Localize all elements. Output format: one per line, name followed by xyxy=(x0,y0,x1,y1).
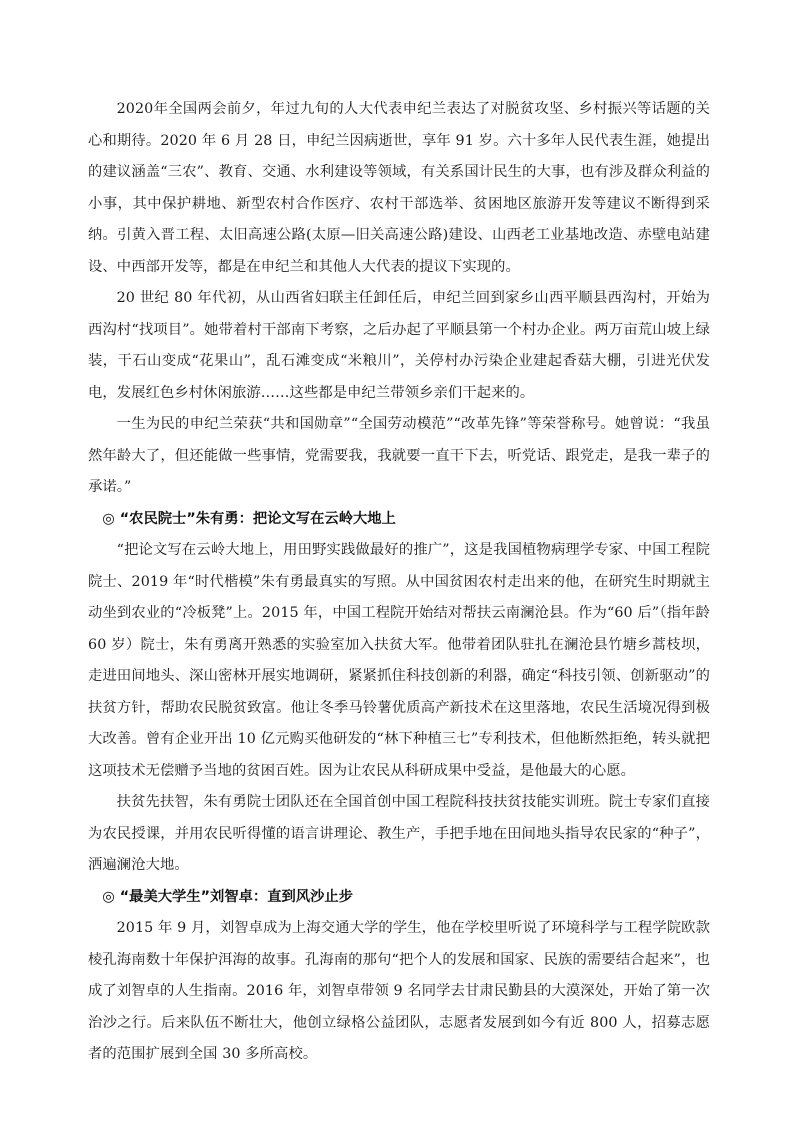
paragraph-liu-zhizhuo-desert: 2015 年 9 月，刘智卓成为上海交通大学的学生，他在学校里听说了环境科学与工程学院欧款棱孔海南数十年保护洱海的故事。孔海南的那句“把个人的发展和国家、民族的需要结合起来”，也成了刘智卓的人生指南。2016 年，刘智卓带领 9 名同学去甘肃民勤县的大漠深处，开始了第一次治沙之行。后来队伍不断壮大，他创立绿格公益团队，志愿者发展到如今有近 800 人，招募志愿者的范围扩展到全国 30 多所高校。 xyxy=(88,920,710,1062)
paragraph-zhu-youyong-training: 扶贫先扶智，朱有勇院士团队还在全国首创中国工程院科技扶贫技能实训班。院士专家们直接为农民授课，并用农民听得懂的语言讲理论、教生产，手把手地在田间地头指导农民家的“种子”，洒遍澜沧大地。 xyxy=(88,794,710,873)
paragraph-zhu-youyong-research: “把论文写在云岭大地上，用田野实践做最好的推广”，这是我国植物病理学专家、中国工程院院士、2019 年“时代楷模”朱有勇最真实的写照。从中国贫困农村走出来的他，在研究生时期就主动坐到农业的“冷板凳”上。2015 年，中国工程院开始结对帮扶云南澜沧县。作为“60 后”（指年龄 60 岁）院士，朱有勇离开熟悉的实验室加入扶贫大军。他带着团队驻扎在澜沧县竹塘乡蒿枝坝，走进田间地头、深山密林开展实地调研，紧紧抓住科技创新的利器，确定“科技引领、创新驱动”的扶贫方针，帮助农民脱贫致富。他让冬季马铃薯优质高产新技术在这里落地，农民生活境况得到极大改善。曾有企业开出 10 亿元购买他研发的“林下种植三七”专利技术，但他断然拒绝，转头就把这项技术无偿赠予当地的贫困百姓。因为让农民从科研成果中受益，是他最大的心愿。 xyxy=(88,542,710,779)
paragraph-shen-jilan-village: 20 世纪 80 年代初，从山西省妇联主任卸任后，申纪兰回到家乡山西平顺县西沟村，开始为西沟村“找项目”。她带着村干部南下考察，之后办起了平顺县第一个村办企业。两万亩荒山坡上绿装，干石山变成“花果山”，乱石滩变成“米粮川”，关停村办污染企业建起香菇大棚，引进光伏发电，发展红色乡村休闲旅游……这些都是申纪兰带领乡亲们干起来的。 xyxy=(88,290,710,401)
section-heading-liu-zhizhuo: ◎ “最美大学生”刘智卓：直到风沙止步 xyxy=(102,888,353,905)
section-heading-zhu-youyong: ◎ “农民院士”朱有勇：把论文写在云岭大地上 xyxy=(102,510,396,527)
paragraph-shen-jilan-honors: 一生为民的申纪兰荣获“共和国勋章”“全国劳动模范”“改革先锋”等荣誉称号。她曾说：“我虽然年龄大了，但还能做一些事情，党需要我，我就要一直干下去，听党话、跟党走，是我一辈子的承诺。” xyxy=(88,416,710,495)
paragraph-shen-jilan-proposals: 2020年全国两会前夕，年过九旬的人大代表申纪兰表达了对脱贫攻坚、乡村振兴等话题的关心和期待。2020 年 6 月 28 日，申纪兰因病逝世，享年 91 岁。六十多年人民代表生涯，她提出的建议涵盖“三农”、教育、交通、水利建设等领域，有关系国计民生的大事，也有涉及群众利益的小事，其中保护耕地、新型农村合作医疗、农村干部选举、贫困地区旅游开发等建议不断得到采纳。引黄入晋工程、太旧高速公路(太原—旧关高速公路)建设、山西老工业基地改造、赤壁电站建设、中西部开发等，都是在申纪兰和其他人大代表的提议下实现的。 xyxy=(88,101,710,275)
